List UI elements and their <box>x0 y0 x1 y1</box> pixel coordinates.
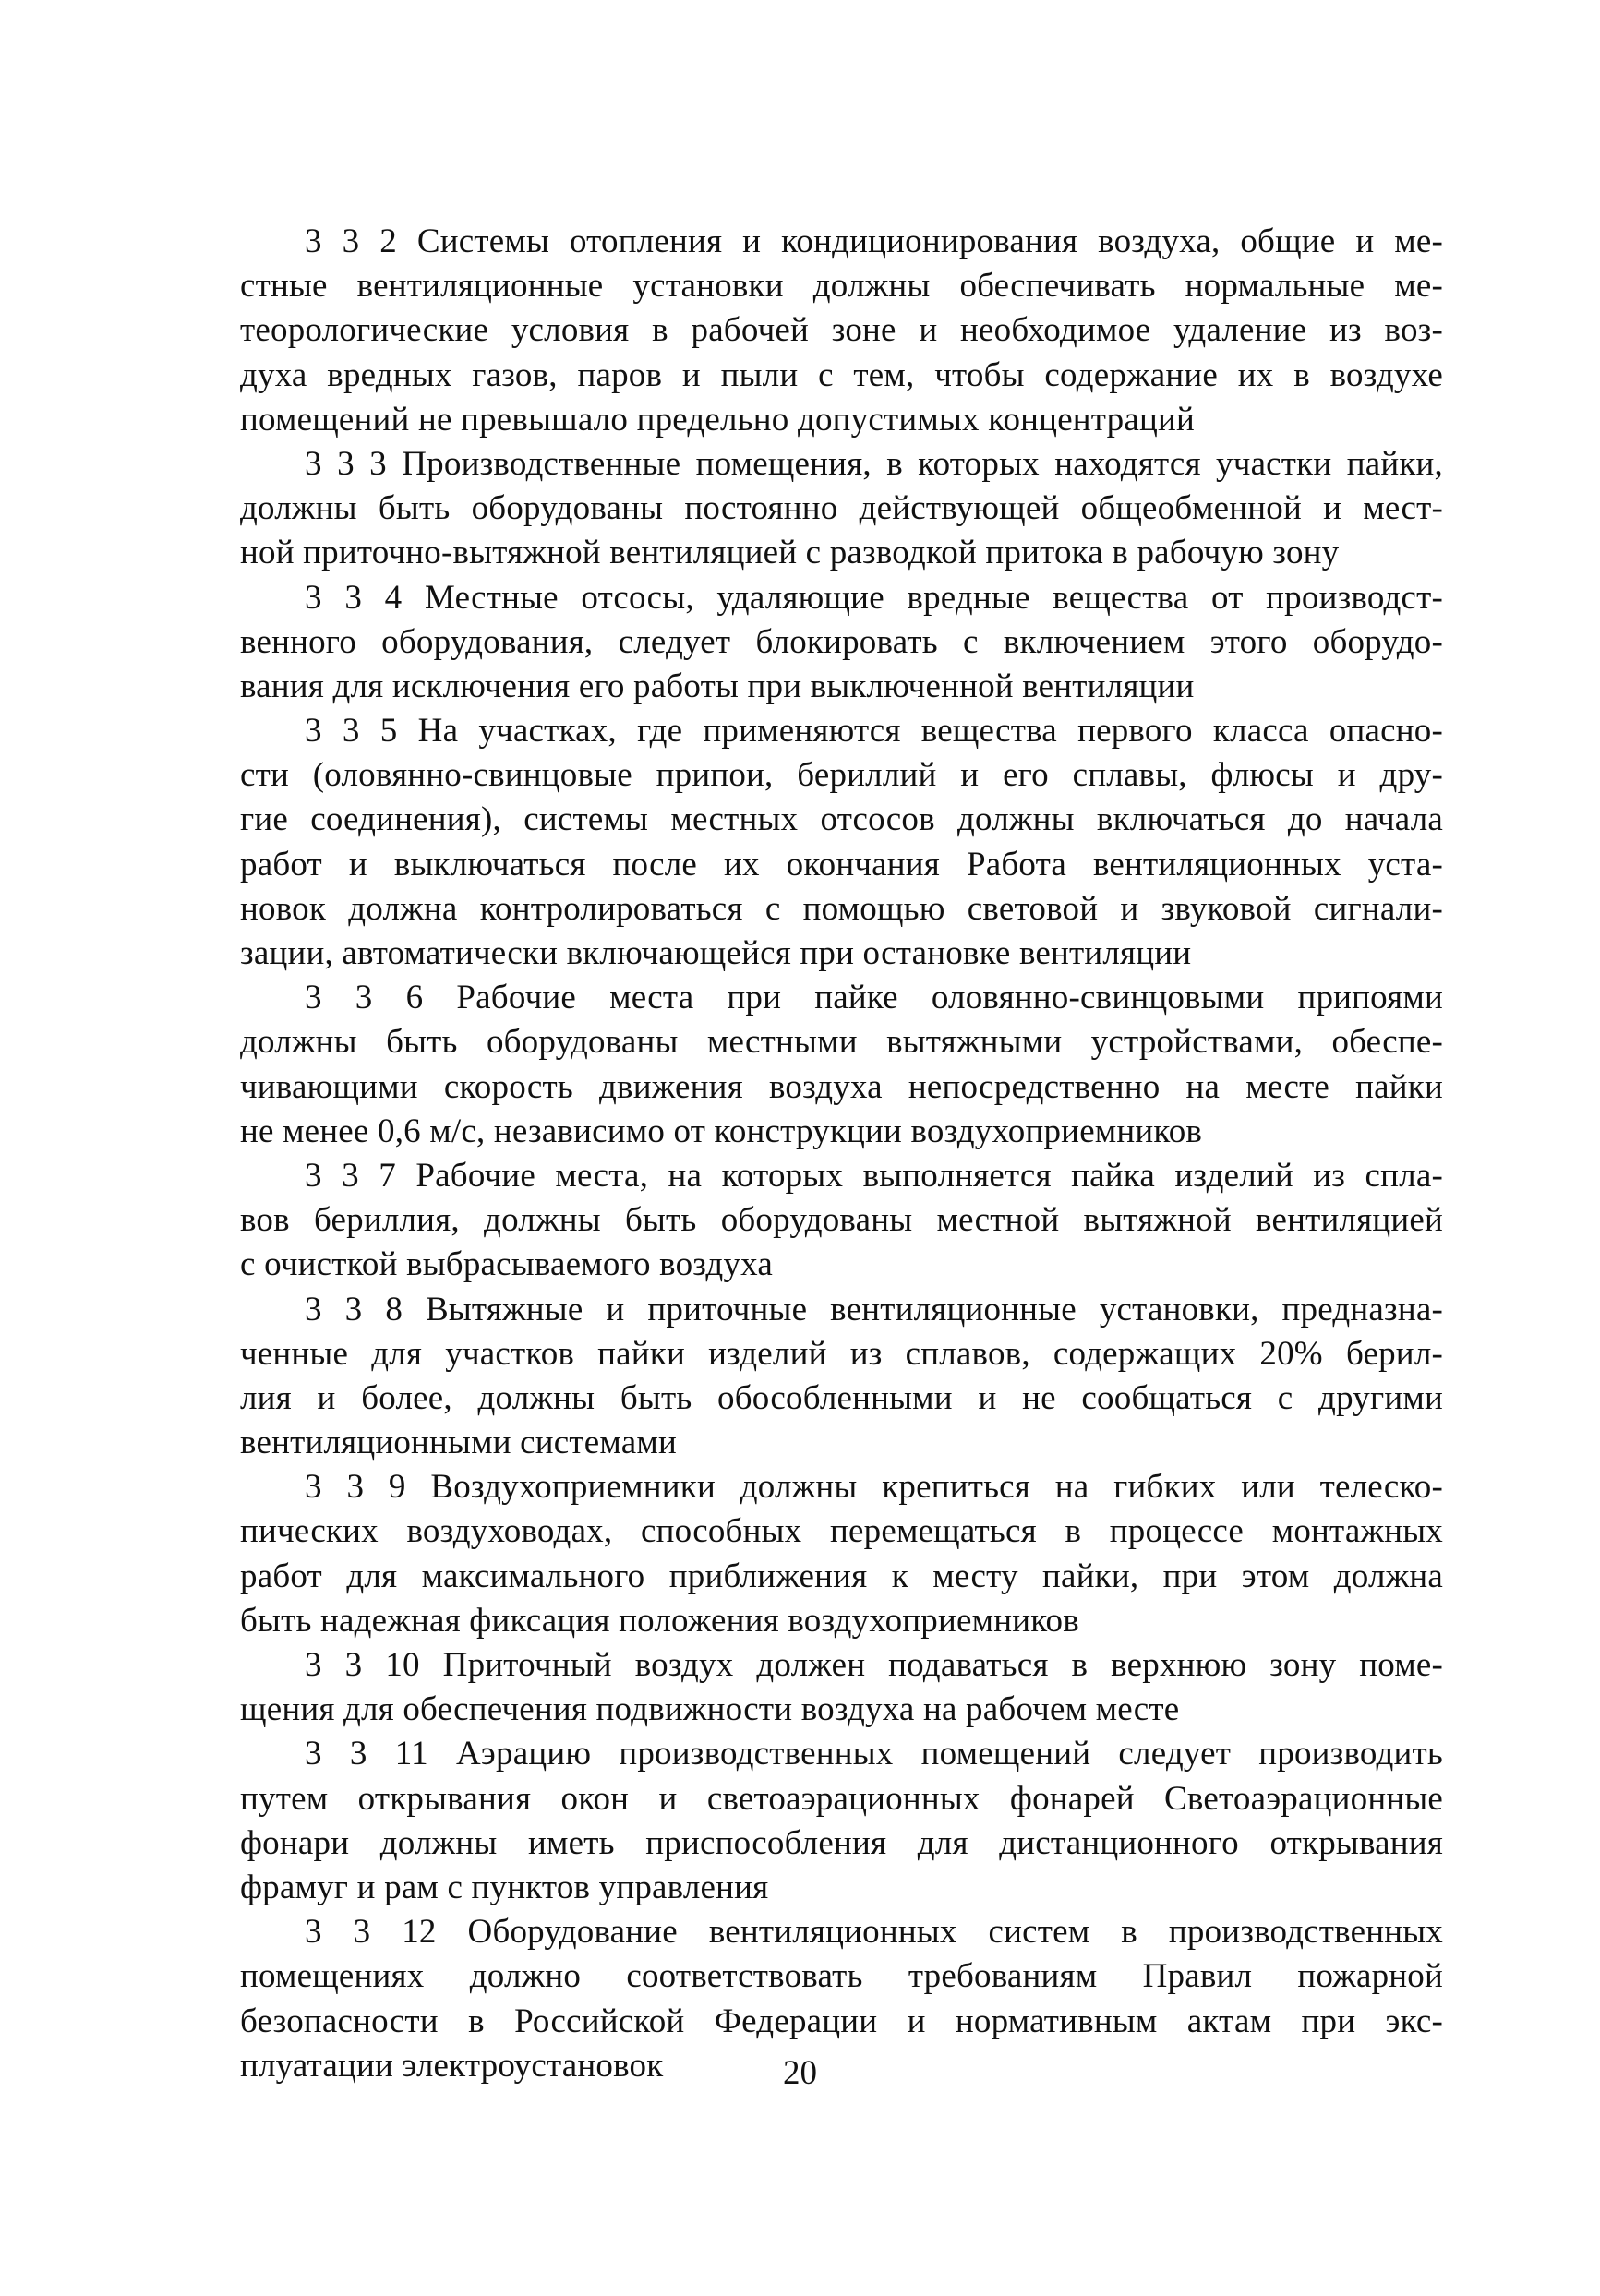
text-line: гие соединения), системы местных отсосов должны включаться до начала <box>240 800 1443 839</box>
text-line: работ для максимального приближения к месту пайки, при этом должна <box>240 1557 1443 1595</box>
text-line: 3 3 10 Приточный воздух должен подаваться в верхнюю зону поме- <box>305 1646 1443 1684</box>
text-line: фрамуг и рам с пунктов управления <box>240 1868 769 1906</box>
text-line: 3 3 9 Воздухоприемники должны крепиться на гибких или телеско- <box>305 1468 1443 1507</box>
text-line: чивающими скорость движения воздуха непосредственно на месте пайки <box>240 1067 1443 1106</box>
text-line: новок должна контролироваться с помощью световой и звуковой сигнали- <box>240 889 1443 928</box>
paragraph-3-3-8 <box>240 1288 1443 1466</box>
text-line: ной приточно-вытяжной вентиляцией с разводкой притока в рабочую зону <box>240 534 1340 572</box>
paragraph-3-3-6 <box>240 976 1443 1154</box>
text-line: быть надежная фиксация положения воздухоприемников <box>240 1601 1079 1640</box>
text-line: зации, автоматически включающейся при остановке вентиляции <box>240 934 1192 972</box>
paragraph-3-3-7 <box>240 1154 1443 1288</box>
text-line: не менее 0,6 м/с, независимо от конструкции воздухоприемников <box>240 1112 1203 1150</box>
text-line: 3 3 7 Рабочие места, на которых выполняется пайка изделий из спла- <box>305 1156 1443 1195</box>
paragraph-3-3-3 <box>240 442 1443 576</box>
text-line: работ и выключаться после их окончания Работа вентиляционных уста- <box>240 845 1443 884</box>
text-line: 3 3 2 Системы отопления и кондиционирования воздуха, общие и ме- <box>305 222 1443 260</box>
text-line: вания для исключения его работы при выключенной вентиляции <box>240 667 1195 705</box>
text-line: путем открывания окон и светоаэрационных фонарей Светоаэрационные <box>240 1779 1443 1818</box>
text-line: вентиляционными системами <box>240 1424 677 1462</box>
text-line: стные вентиляционные установки должны обеспечивать нормальные ме- <box>240 267 1443 306</box>
text-line: помещений не превышало предельно допустимых концентраций <box>240 400 1195 439</box>
text-line: 3 3 4 Местные отсосы, удаляющие вредные вещества от производст- <box>305 578 1443 617</box>
paragraph-3-3-11 <box>240 1732 1443 1910</box>
text-line: сти (оловянно-свинцовые припои, бериллий и его сплавы, флюсы и дру- <box>240 756 1443 795</box>
text-line: должны быть оборудованы местными вытяжными устройствами, обеспе- <box>240 1023 1443 1062</box>
paragraph-3-3-4 <box>240 576 1443 710</box>
page-number: 20 <box>783 2054 817 2092</box>
text-line: 3 3 12 Оборудование вентиляционных систем в производственных <box>305 1913 1443 1952</box>
text-line: фонари должны иметь приспособления для дистанционного открывания <box>240 1823 1443 1862</box>
document-body <box>240 220 1443 2088</box>
text-line: ченные для участков пайки изделий из сплавов, содержащих 20% берил- <box>240 1334 1443 1373</box>
paragraph-3-3-9 <box>240 1465 1443 1643</box>
text-line: помещениях должно соответствовать требованиям Правил пожарной <box>240 1957 1443 1996</box>
text-line: безопасности в Российской Федерации и нормативным актам при экс- <box>240 2001 1443 2040</box>
text-line: пических воздуховодах, способных перемещаться в процессе монтажных <box>240 1512 1443 1551</box>
text-line: теорологические условия в рабочей зоне и необходимое удаление из воз- <box>240 311 1443 350</box>
text-line: духа вредных газов, паров и пыли с тем, чтобы содержание их в воздухе <box>240 355 1443 394</box>
paragraph-3-3-2 <box>240 220 1443 442</box>
text-line: венного оборудования, следует блокировать с включением этого оборудо- <box>240 622 1443 661</box>
text-line: 3 3 5 На участках, где применяются вещества первого класса опасно- <box>305 712 1443 751</box>
text-line: 3 3 8 Вытяжные и приточные вентиляционные установки, предназна- <box>305 1290 1443 1328</box>
text-line: 3 3 6 Рабочие места при пайке оловянно-свинцовыми припоями <box>305 979 1443 1017</box>
paragraph-3-3-10 <box>240 1643 1443 1732</box>
text-line: плуатации электроустановок <box>240 2046 664 2085</box>
text-line: 3 3 11 Аэрацию производственных помещений следует производить <box>305 1735 1443 1773</box>
text-line: должны быть оборудованы постоянно действующей общеобменной и мест- <box>240 489 1443 528</box>
paragraph-3-3-5 <box>240 709 1443 976</box>
text-line: с очисткой выбрасываемого воздуха <box>240 1245 773 1284</box>
text-line: щения для обеспечения подвижности воздуха на рабочем месте <box>240 1690 1180 1729</box>
text-line: 3 3 3 Производственные помещения, в которых находятся участки пайки, <box>305 444 1443 483</box>
text-line: лия и более, должны быть обособленными и не сообщаться с другими <box>240 1378 1443 1417</box>
text-line: вов бериллия, должны быть оборудованы местной вытяжной вентиляцией <box>240 1201 1443 1240</box>
